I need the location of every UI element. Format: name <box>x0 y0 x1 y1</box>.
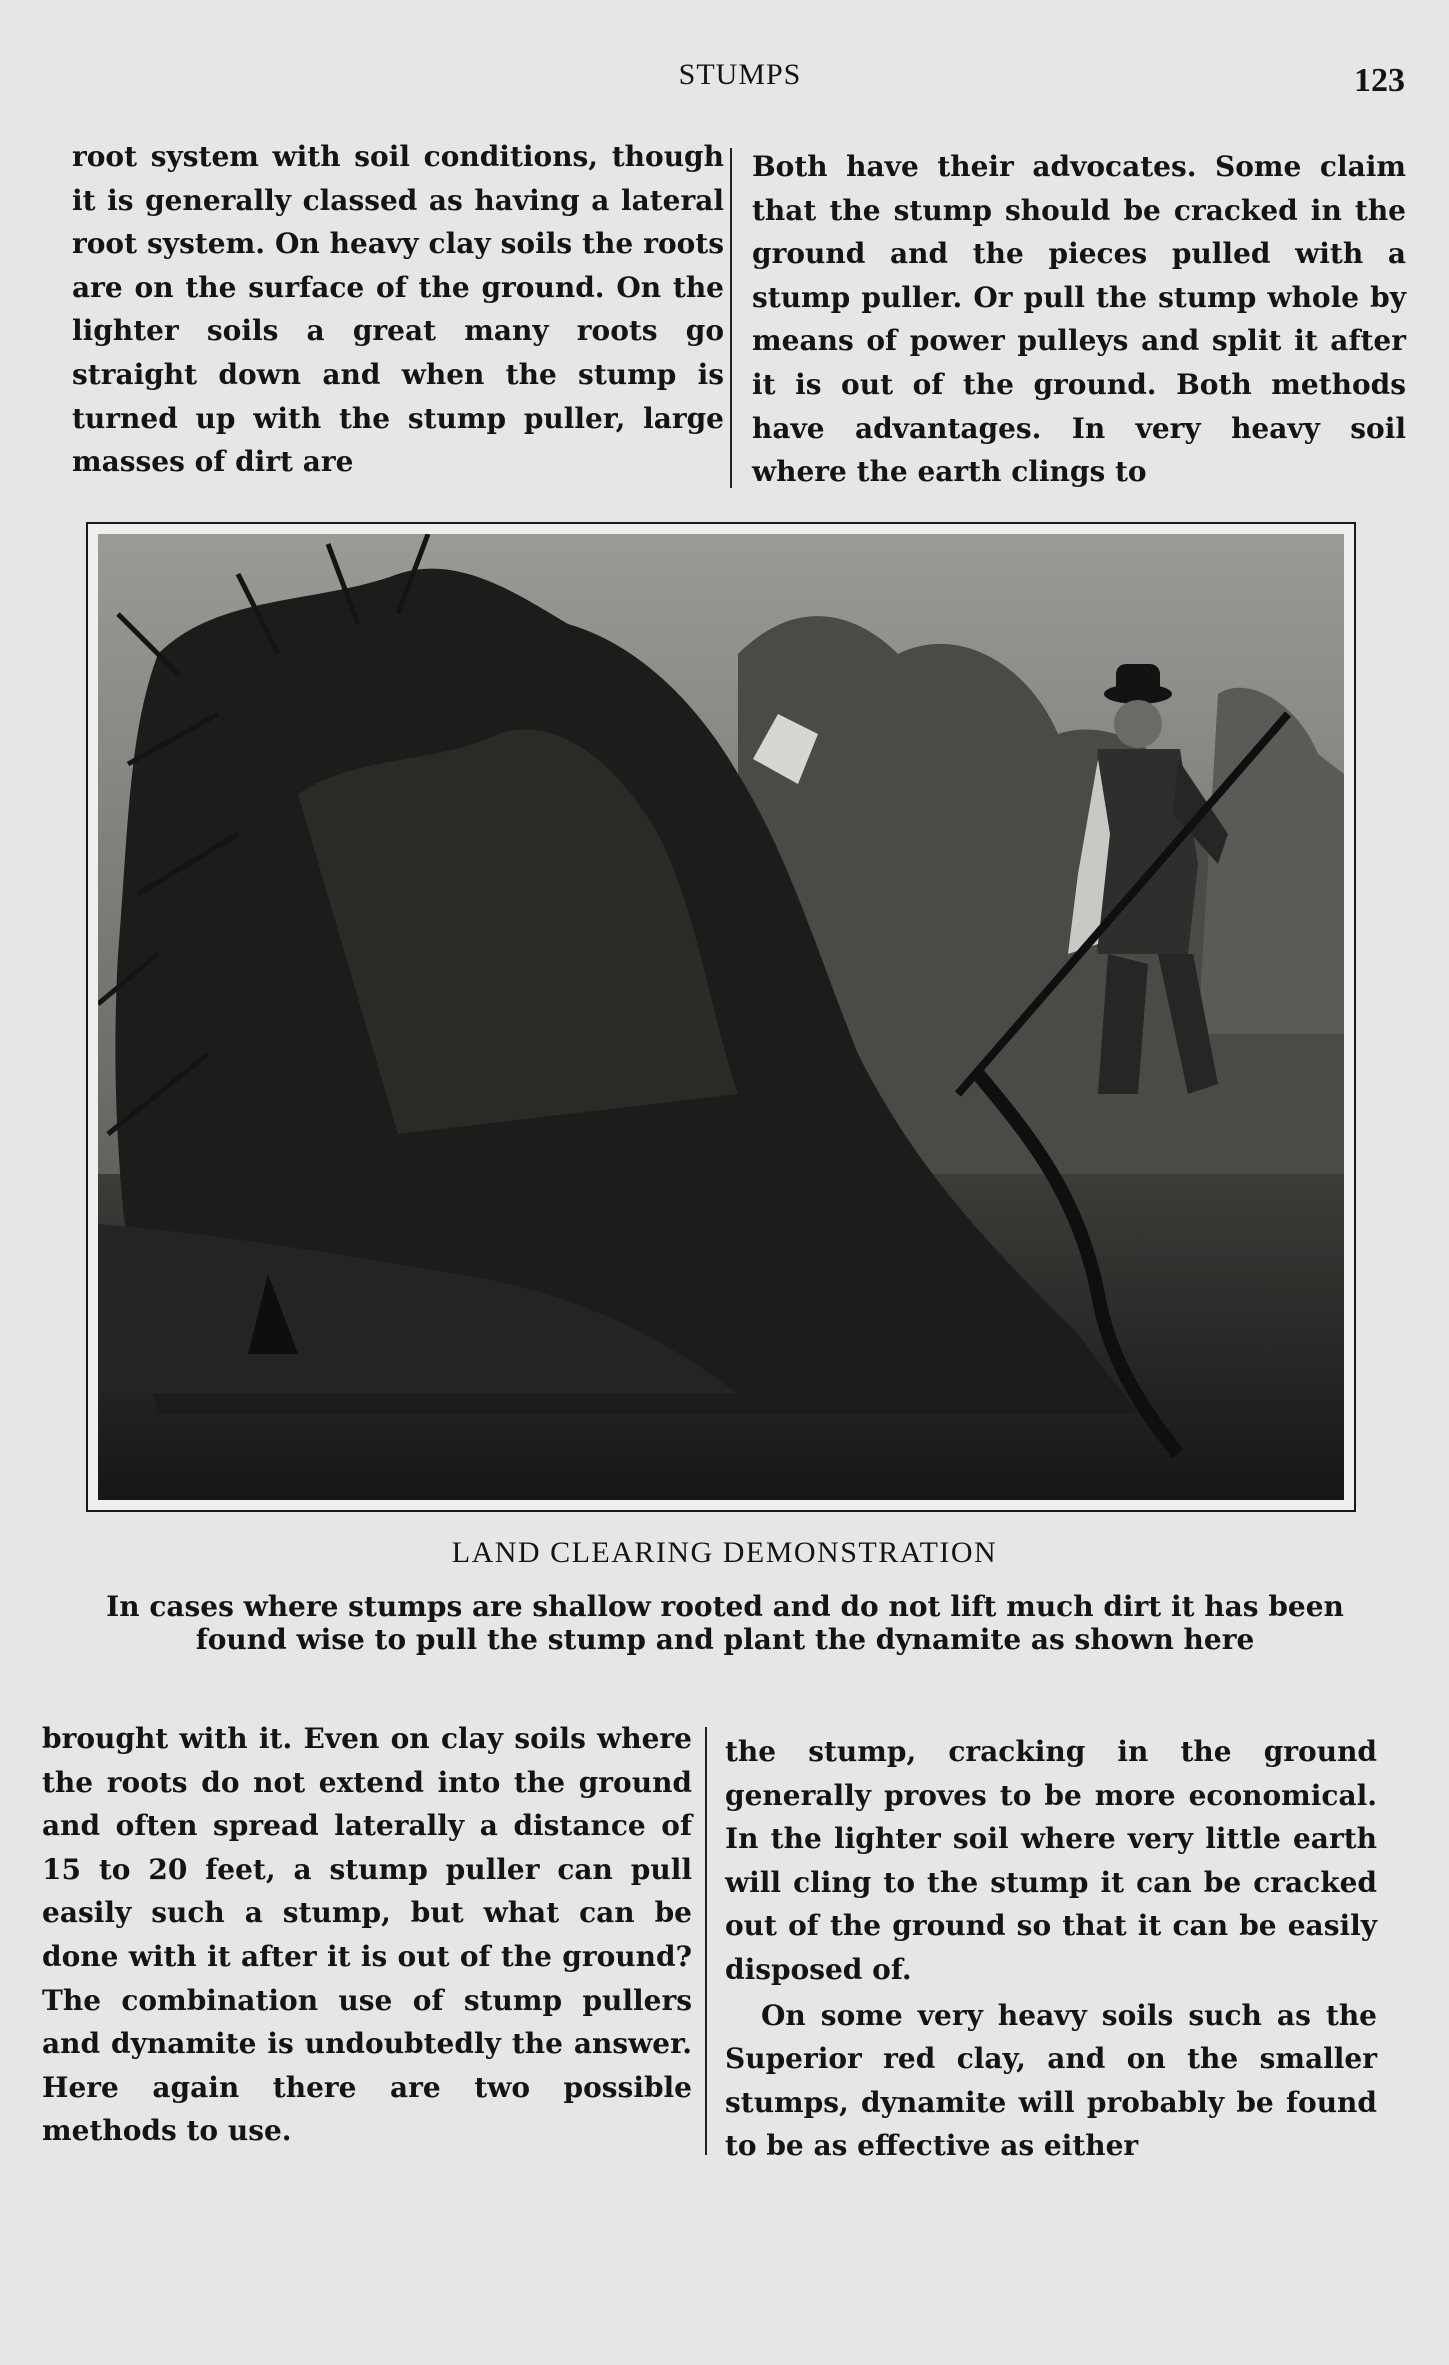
bottom-left-column <box>42 1717 692 2153</box>
bottom-right-paragraph-2: On some very heavy soils such as the Superior red clay, and on the smaller stumps, dynamite will probably be found to be as effective as either <box>725 1998 1377 2163</box>
top-right-paragraph: Both have their advocates. Some claim that the stump should be cracked in the ground and the pieces pulled with a stump puller. Or pull the stump whole by means of power pulleys and split it after it is out of the ground. Both methods have advantages. In very heavy soil where the earth clings to <box>752 150 1406 489</box>
figure-caption-text: In cases where stumps are shallow rooted and do not lift much dirt it has been found wise to pull the stump and plant the dynamite as shown here <box>106 1590 1344 1656</box>
bottom-right-column <box>725 1730 1377 2168</box>
top-left-paragraph: root system with soil conditions, though it is generally classed as having a lateral root system. On heavy clay soils the roots are on the surface of the ground. On the lighter soils a great many roots go straight down and when the stump is turned up with the stump puller, large masses of dirt are <box>72 140 724 479</box>
bottom-left-paragraph: brought with it. Even on clay soils where the roots do not extend into the ground and often spread laterally a distance of 15 to 20 feet, a stump puller can pull easily such a stump, but what can be done with it after it is out of the ground? The combination use of stump pullers and dynamite is undoubtedly the answer. Here again there are two possible methods to use. <box>42 1722 692 2148</box>
figure-caption-title: LAND CLEARING DEMONSTRATION <box>451 1536 998 1569</box>
page-number: 123 <box>1354 62 1405 99</box>
running-title: STUMPS <box>678 58 802 91</box>
top-left-column <box>72 135 724 484</box>
bottom-right-paragraph-1: the stump, cracking in the ground generally proves to be more economical. In the lighter soil where very little earth will cling to the stump it can be cracked out of the ground so that it can be easily disposed of. <box>725 1735 1377 1986</box>
column-divider-top <box>730 148 732 488</box>
column-divider-bottom <box>705 1727 707 2155</box>
land-clearing-photograph <box>86 522 1356 1512</box>
stump-pulling-photo <box>98 534 1344 1500</box>
top-right-column <box>752 145 1406 494</box>
running-head <box>0 58 1449 98</box>
